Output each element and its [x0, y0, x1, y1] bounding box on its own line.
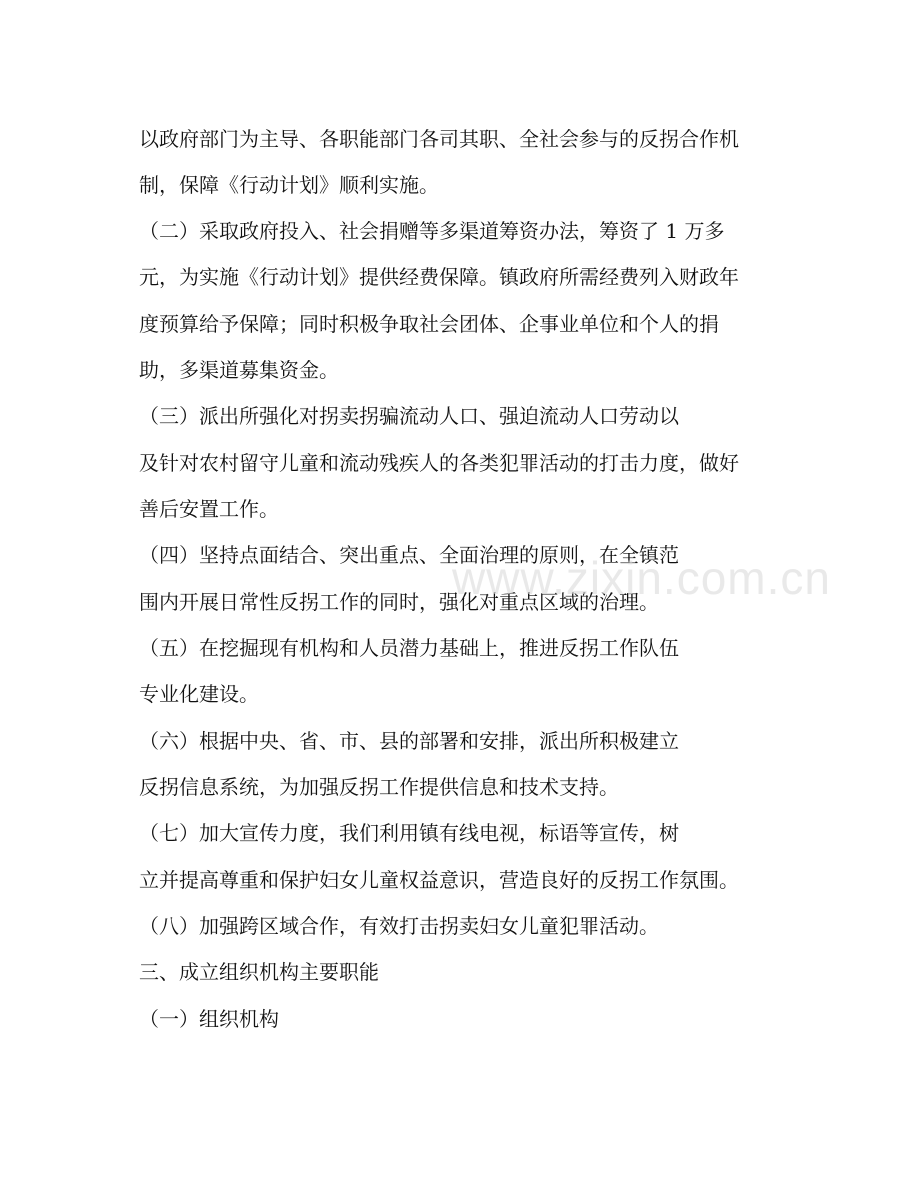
paragraph-line: （二）采取政府投入、社会捐赠等多渠道筹资办法，筹资了 1 万多: [139, 219, 725, 243]
paragraph-line: （四）坚持点面结合、突出重点、全面治理的原则，在全镇范: [139, 543, 679, 567]
paragraph-line: 元，为实施《行动计划》提供经费保障。镇政府所需经费列入财政年: [139, 265, 739, 289]
paragraph-line: 立并提高尊重和保护妇女儿童权益意识，营造良好的反拐工作氛围。: [139, 868, 739, 892]
paragraph-line: （五）在挖掘现有机构和人员潜力基础上，推进反拐工作队伍: [139, 636, 679, 660]
paragraph-line: 围内开展日常性反拐工作的同时，强化对重点区域的治理。: [139, 590, 659, 614]
paragraph-line: 反拐信息系统，为加强反拐工作提供信息和技术支持。: [139, 775, 619, 799]
paragraph-line: 助，多渠道募集资金。: [139, 358, 339, 382]
paragraph-line: 及针对农村留守儿童和流动残疾人的各类犯罪活动的打击力度，做好: [139, 451, 739, 475]
paragraph-line: （七）加大宣传力度，我们利用镇有线电视，标语等宣传，树: [139, 821, 679, 845]
section-heading: 三、成立组织机构主要职能: [139, 960, 379, 984]
subsection-heading: （一）组织机构: [139, 1007, 279, 1031]
paragraph-line: 制，保障《行动计划》顺利实施。: [139, 173, 439, 197]
paragraph-line: （六）根据中央、省、市、县的部署和安排，派出所积极建立: [139, 729, 679, 753]
paragraph-line: 善后安置工作。: [139, 497, 279, 521]
paragraph-line: 专业化建设。: [139, 682, 259, 706]
paragraph-line: （八）加强跨区域合作，有效打击拐卖妇女儿童犯罪活动。: [139, 914, 659, 938]
paragraph-line: 以政府部门为主导、各职能部门各司其职、全社会参与的反拐合作机: [139, 127, 739, 151]
paragraph-line: 度预算给予保障；同时积极争取社会团体、企事业单位和个人的捐: [139, 312, 719, 336]
paragraph-line: （三）派出所强化对拐卖拐骗流动人口、强迫流动人口劳动以: [139, 404, 679, 428]
watermark: www.zixin.com.cn: [452, 552, 831, 604]
